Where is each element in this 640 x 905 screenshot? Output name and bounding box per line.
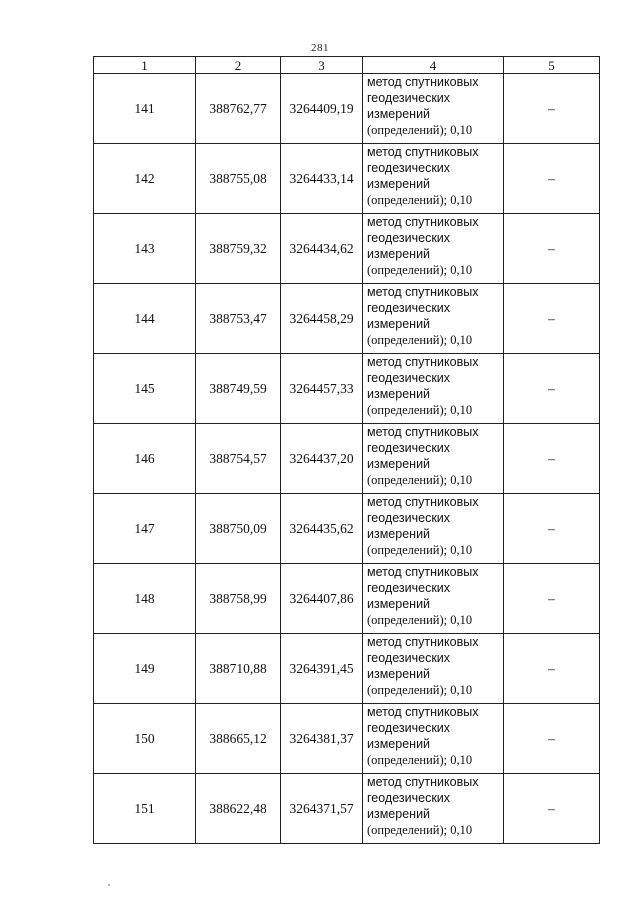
note-cell: – bbox=[504, 284, 600, 354]
table-row bbox=[94, 214, 600, 284]
method-cell bbox=[363, 704, 504, 774]
method-line: метод спутниковых bbox=[367, 635, 479, 649]
method-accuracy-line: (определений); 0,10 bbox=[367, 193, 473, 207]
x-coordinate-cell: 388710,88 bbox=[196, 634, 281, 704]
method-line: метод спутниковых bbox=[367, 775, 479, 789]
method-cell bbox=[363, 284, 504, 354]
x-coordinate-cell: 388759,32 bbox=[196, 214, 281, 284]
x-coordinate-cell: 388753,47 bbox=[196, 284, 281, 354]
method-cell bbox=[363, 494, 504, 564]
table-row bbox=[94, 564, 600, 634]
method-accuracy-line: (определений); 0,10 bbox=[367, 823, 473, 837]
method-cell bbox=[363, 564, 504, 634]
point-number-cell: 149 bbox=[94, 634, 196, 704]
method-line: геодезических bbox=[367, 721, 451, 735]
method-cell bbox=[363, 74, 504, 144]
method-cell bbox=[363, 424, 504, 494]
method-line: метод спутниковых bbox=[367, 285, 479, 299]
x-coordinate-cell: 388758,99 bbox=[196, 564, 281, 634]
method-line: геодезических bbox=[367, 651, 451, 665]
note-cell: – bbox=[504, 774, 600, 844]
table-row bbox=[94, 354, 600, 424]
x-coordinate-cell: 388665,12 bbox=[196, 704, 281, 774]
method-accuracy-line: (определений); 0,10 bbox=[367, 473, 473, 487]
method-accuracy-line: (определений); 0,10 bbox=[367, 753, 473, 767]
table-row bbox=[94, 144, 600, 214]
coordinates-table bbox=[93, 56, 600, 844]
method-accuracy-line: (определений); 0,10 bbox=[367, 123, 473, 137]
y-coordinate-cell: 3264437,20 bbox=[281, 424, 363, 494]
method-line: метод спутниковых bbox=[367, 425, 479, 439]
x-coordinate-cell: 388749,59 bbox=[196, 354, 281, 424]
point-number-cell: 151 bbox=[94, 774, 196, 844]
x-coordinate-cell: 388762,77 bbox=[196, 74, 281, 144]
header-col-5: 5 bbox=[504, 57, 600, 74]
method-line: геодезических bbox=[367, 371, 451, 385]
x-coordinate-cell: 388754,57 bbox=[196, 424, 281, 494]
method-accuracy-line: (определений); 0,10 bbox=[367, 403, 473, 417]
method-accuracy-line: (определений); 0,10 bbox=[367, 333, 473, 347]
table-row bbox=[94, 634, 600, 704]
table-body bbox=[94, 74, 600, 844]
method-line: измерений bbox=[367, 177, 431, 191]
note-cell: – bbox=[504, 214, 600, 284]
method-line: геодезических bbox=[367, 581, 451, 595]
header-row bbox=[94, 57, 600, 74]
x-coordinate-cell: 388755,08 bbox=[196, 144, 281, 214]
method-cell bbox=[363, 214, 504, 284]
point-number-cell: 142 bbox=[94, 144, 196, 214]
y-coordinate-cell: 3264381,37 bbox=[281, 704, 363, 774]
header-col-3: 3 bbox=[281, 57, 363, 74]
method-line: измерений bbox=[367, 527, 431, 541]
table-row bbox=[94, 284, 600, 354]
note-cell: – bbox=[504, 564, 600, 634]
y-coordinate-cell: 3264458,29 bbox=[281, 284, 363, 354]
method-line: геодезических bbox=[367, 91, 451, 105]
method-line: геодезических bbox=[367, 301, 451, 315]
table-row bbox=[94, 704, 600, 774]
method-line: геодезических bbox=[367, 231, 451, 245]
method-line: измерений bbox=[367, 457, 431, 471]
method-line: метод спутниковых bbox=[367, 705, 479, 719]
note-cell: – bbox=[504, 494, 600, 564]
method-line: измерений bbox=[367, 807, 431, 821]
method-line: геодезических bbox=[367, 511, 451, 525]
point-number-cell: 143 bbox=[94, 214, 196, 284]
method-line: измерений bbox=[367, 737, 431, 751]
point-number-cell: 146 bbox=[94, 424, 196, 494]
method-line: геодезических bbox=[367, 441, 451, 455]
header-col-4: 4 bbox=[363, 57, 504, 74]
note-cell: – bbox=[504, 354, 600, 424]
point-number-cell: 144 bbox=[94, 284, 196, 354]
point-number-cell: 147 bbox=[94, 494, 196, 564]
y-coordinate-cell: 3264457,33 bbox=[281, 354, 363, 424]
y-coordinate-cell: 3264407,86 bbox=[281, 564, 363, 634]
page-number: 281 bbox=[311, 42, 329, 54]
point-number-cell: 141 bbox=[94, 74, 196, 144]
x-coordinate-cell: 388750,09 bbox=[196, 494, 281, 564]
x-coordinate-cell: 388622,48 bbox=[196, 774, 281, 844]
y-coordinate-cell: 3264409,19 bbox=[281, 74, 363, 144]
y-coordinate-cell: 3264371,57 bbox=[281, 774, 363, 844]
method-accuracy-line: (определений); 0,10 bbox=[367, 683, 473, 697]
method-accuracy-line: (определений); 0,10 bbox=[367, 613, 473, 627]
point-number-cell: 148 bbox=[94, 564, 196, 634]
method-line: метод спутниковых bbox=[367, 215, 479, 229]
note-cell: – bbox=[504, 424, 600, 494]
note-cell: – bbox=[504, 144, 600, 214]
header-col-1: 1 bbox=[94, 57, 196, 74]
method-line: измерений bbox=[367, 667, 431, 681]
method-line: измерений bbox=[367, 107, 431, 121]
method-line: метод спутниковых bbox=[367, 565, 479, 579]
y-coordinate-cell: 3264433,14 bbox=[281, 144, 363, 214]
method-line: метод спутниковых bbox=[367, 355, 479, 369]
method-line: измерений bbox=[367, 317, 431, 331]
scan-speck bbox=[108, 884, 110, 886]
note-cell: – bbox=[504, 704, 600, 774]
note-cell: – bbox=[504, 634, 600, 704]
method-cell bbox=[363, 354, 504, 424]
method-line: геодезических bbox=[367, 161, 451, 175]
method-line: измерений bbox=[367, 597, 431, 611]
method-accuracy-line: (определений); 0,10 bbox=[367, 263, 473, 277]
point-number-cell: 145 bbox=[94, 354, 196, 424]
method-cell bbox=[363, 634, 504, 704]
table-row bbox=[94, 74, 600, 144]
point-number-cell: 150 bbox=[94, 704, 196, 774]
table-row bbox=[94, 774, 600, 844]
y-coordinate-cell: 3264391,45 bbox=[281, 634, 363, 704]
table-row bbox=[94, 424, 600, 494]
method-line: геодезических bbox=[367, 791, 451, 805]
method-line: измерений bbox=[367, 387, 431, 401]
method-accuracy-line: (определений); 0,10 bbox=[367, 543, 473, 557]
y-coordinate-cell: 3264435,62 bbox=[281, 494, 363, 564]
method-line: измерений bbox=[367, 247, 431, 261]
method-line: метод спутниковых bbox=[367, 145, 479, 159]
note-cell: – bbox=[504, 74, 600, 144]
method-line: метод спутниковых bbox=[367, 495, 479, 509]
method-cell bbox=[363, 144, 504, 214]
y-coordinate-cell: 3264434,62 bbox=[281, 214, 363, 284]
header-col-2: 2 bbox=[196, 57, 281, 74]
table-row bbox=[94, 494, 600, 564]
method-line: метод спутниковых bbox=[367, 75, 479, 89]
method-cell bbox=[363, 774, 504, 844]
